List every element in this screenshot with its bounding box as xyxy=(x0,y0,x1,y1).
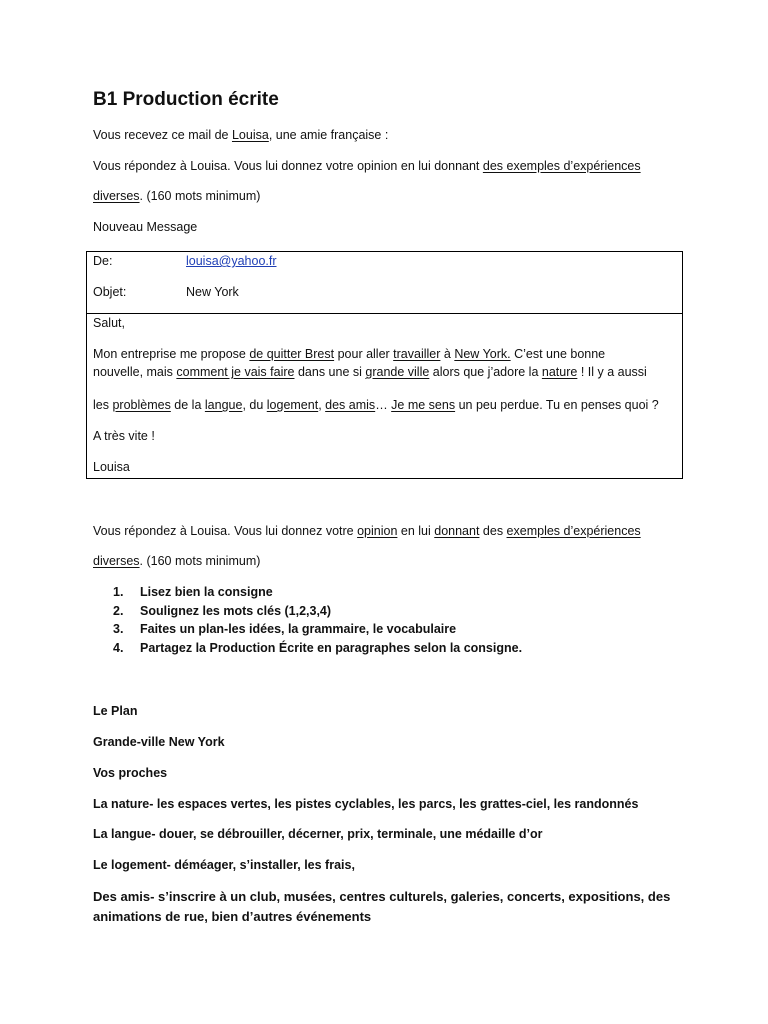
email-body-line-3: les problèmes de la langue, du logement, des amis… Je me sens un peu perdue. Tu en penses quoi ? xyxy=(93,398,659,412)
from-email-link[interactable]: louisa@yahoo.fr xyxy=(186,254,277,268)
steps-list xyxy=(113,583,522,657)
email-body-line-2: nouvelle, mais comment je vais faire dans une si grande ville alors que j’adore la nature ! Il y a aussi xyxy=(93,365,647,379)
from-label: De: xyxy=(93,254,113,268)
plan-subheading-proches: Vos proches xyxy=(93,766,168,780)
new-message-label: Nouveau Message xyxy=(93,220,198,234)
plan-logement: Le logement- déméager, s’installer, les frais, xyxy=(93,858,355,872)
list-item: 4. Partagez la Production Écrite en paragraphes selon la consigne. xyxy=(113,640,523,655)
instruction-line-1: Vous répondez à Louisa. Vous lui donnez votre opinion en lui donnant des exemples d’expériences xyxy=(93,159,641,173)
email-header-divider xyxy=(86,313,683,314)
instruction-repeat-line-1: Vous répondez à Louisa. Vous lui donnez votre opinion en lui donnant des exemples d’expériences xyxy=(93,524,641,538)
instruction-line-2: diverses. (160 mots minimum) xyxy=(93,189,261,203)
instruction-repeat-line-2: diverses. (160 mots minimum) xyxy=(93,554,261,568)
plan-nature: La nature- les espaces vertes, les pistes cyclables, les parcs, les grattes-ciel, les randonnés xyxy=(93,797,639,811)
plan-amis-line-1: Des amis- s’inscrire à un club, musées, centres culturels, galeries, concerts, expositions, des xyxy=(93,889,671,904)
list-item: 3. Faites un plan-les idées, la grammaire, le vocabulaire xyxy=(113,622,457,636)
email-greeting: Salut, xyxy=(93,316,125,330)
email-closing: A très vite ! xyxy=(93,429,155,443)
list-item: 1. Lisez bien la consigne xyxy=(113,585,273,599)
list-item: 2. Soulignez les mots clés (1,2,3,4) xyxy=(113,603,332,618)
plan-subheading-city: Grande-ville New York xyxy=(93,735,225,749)
intro-line-1: Vous recevez ce mail de Louisa, une amie française : xyxy=(93,128,389,142)
plan-langue: La langue- douer, se débrouiller, décerner, prix, terminale, une médaille d’or xyxy=(93,827,543,841)
plan-amis-line-2: animations de rue, bien d’autres événements xyxy=(93,909,372,924)
subject-value: New York xyxy=(186,285,239,299)
page-title: B1 Production écrite xyxy=(93,89,279,110)
plan-heading: Le Plan xyxy=(93,704,138,718)
email-signature: Louisa xyxy=(93,460,130,474)
email-body-line-1: Mon entreprise me propose de quitter Brest pour aller travailler à New York. C’est une bonne xyxy=(93,347,606,361)
subject-label: Objet: xyxy=(93,285,127,299)
